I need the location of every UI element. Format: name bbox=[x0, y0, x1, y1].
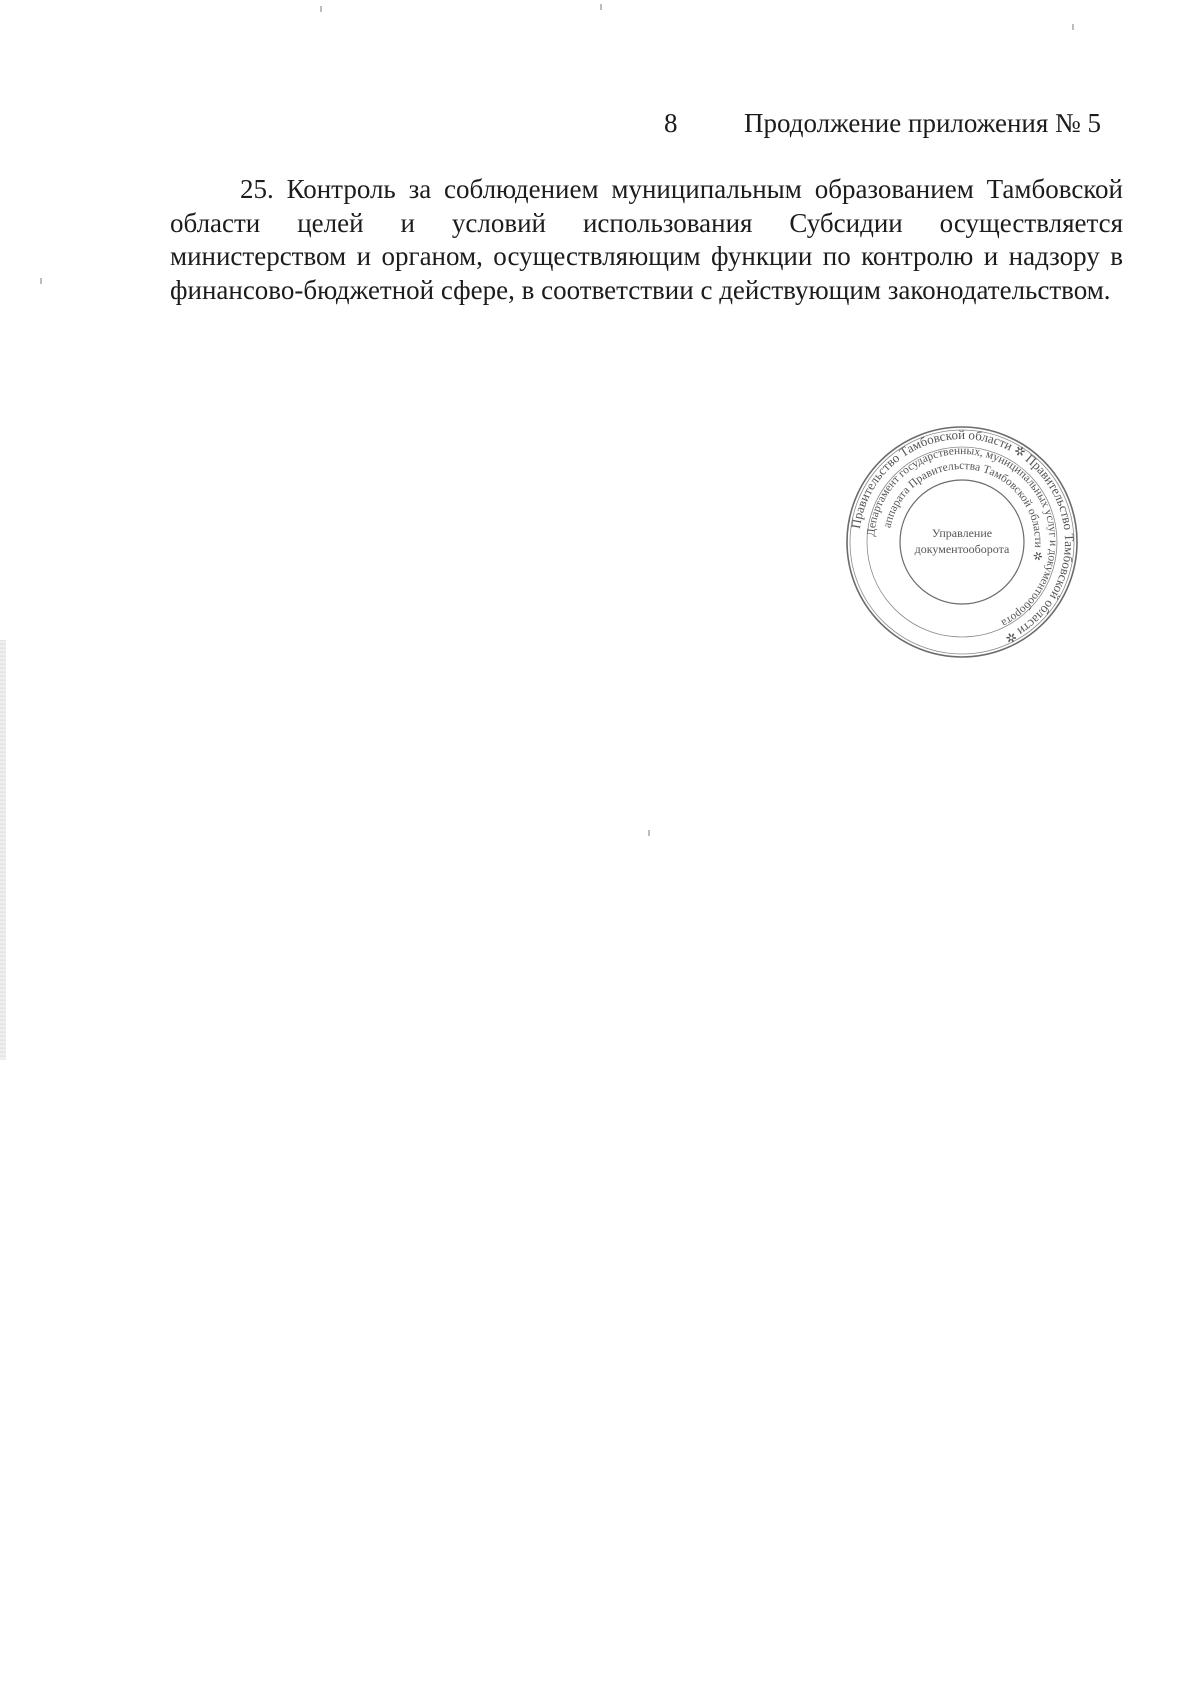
official-seal-stamp bbox=[845, 425, 1079, 659]
scan-speck bbox=[320, 6, 322, 12]
scan-speck bbox=[648, 830, 650, 836]
seal-center-line-1: Управление bbox=[931, 526, 993, 540]
page-number: 8 bbox=[664, 108, 678, 138]
scan-speck bbox=[1072, 24, 1074, 30]
seal-center-line-2: документооборота bbox=[914, 542, 1010, 556]
paragraph-25: 25. Контроль за соблюдением муниципальным образованием Тамбовской области целей и условий использования Субсидии осуществляется министерством и органом, осуществляющим функции по контролю и надзору в финансово-бюджетной сфере, в соответствии с действующим законодательством. bbox=[170, 174, 1123, 305]
seal-outer-ring-text: Правительство Тамбовской области ✲ Правительство Тамбовской области ✲ bbox=[847, 426, 1078, 647]
seal-middle-ring-text: Департамент государственных, муниципальных услуг и документооборота bbox=[865, 444, 1060, 630]
scan-speck bbox=[40, 278, 42, 284]
appendix-continuation-label: Продолжение приложения № 5 bbox=[744, 108, 1102, 138]
scan-speck bbox=[600, 4, 602, 10]
seal-inner-ring-text: аппарата Правительства Тамбовской области ✲ bbox=[881, 459, 1045, 562]
page-header bbox=[0, 108, 1200, 148]
scan-edge-artifact bbox=[0, 640, 6, 1060]
seal-graphic bbox=[845, 425, 1079, 659]
